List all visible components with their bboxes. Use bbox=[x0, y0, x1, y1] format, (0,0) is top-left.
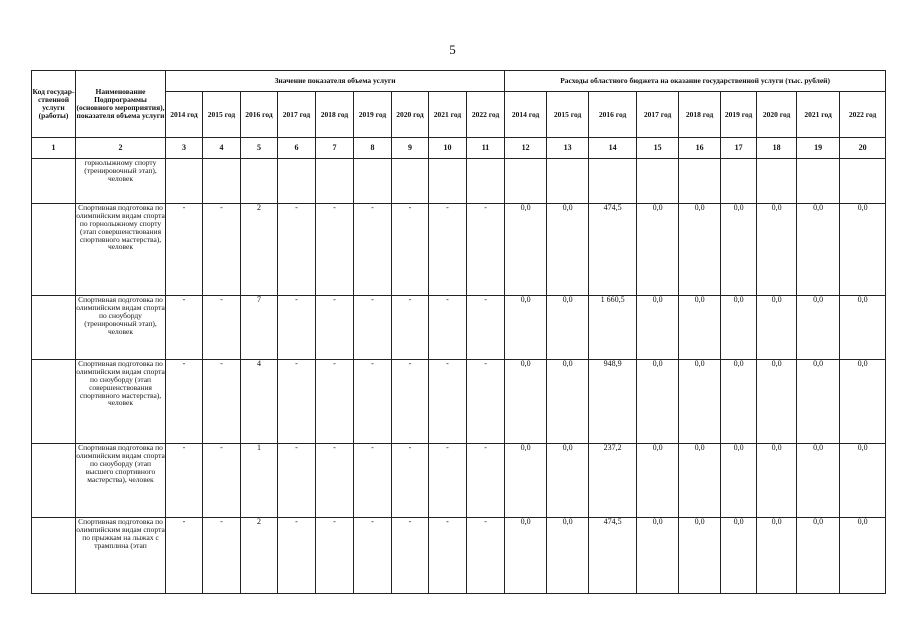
column-number-row bbox=[32, 138, 886, 159]
volume-value-cell: - bbox=[166, 360, 203, 444]
budget-value-cell: 0,0 bbox=[840, 518, 886, 594]
column-number: 5 bbox=[241, 138, 278, 159]
budget-value-cell: 0,0 bbox=[721, 518, 757, 594]
column-number: 8 bbox=[354, 138, 392, 159]
volume-year-header: 2016 год bbox=[241, 92, 278, 138]
budget-value-cell: 0,0 bbox=[505, 518, 547, 594]
budget-value-cell: 0,0 bbox=[757, 204, 797, 296]
budget-value-cell bbox=[547, 159, 589, 204]
volume-value-cell: - bbox=[467, 444, 505, 518]
volume-value-cell: 4 bbox=[241, 360, 278, 444]
volume-year-header: 2020 год bbox=[392, 92, 429, 138]
table-row bbox=[32, 159, 886, 204]
column-number: 9 bbox=[392, 138, 429, 159]
column-number: 2 bbox=[76, 138, 166, 159]
service-code-cell bbox=[32, 296, 76, 360]
budget-value-cell: 0,0 bbox=[637, 296, 679, 360]
volume-year-header: 2022 год bbox=[467, 92, 505, 138]
budget-value-cell: 474,5 bbox=[589, 518, 637, 594]
volume-value-cell: - bbox=[278, 444, 316, 518]
budget-value-cell: 0,0 bbox=[679, 518, 721, 594]
budget-year-header: 2016 год bbox=[589, 92, 637, 138]
budget-value-cell: 0,0 bbox=[797, 360, 840, 444]
budget-value-cell bbox=[721, 159, 757, 204]
volume-value-cell: - bbox=[392, 296, 429, 360]
budget-value-cell: 0,0 bbox=[721, 204, 757, 296]
volume-value-cell: - bbox=[392, 360, 429, 444]
budget-value-cell: 0,0 bbox=[505, 444, 547, 518]
budget-value-cell bbox=[840, 159, 886, 204]
budget-year-header: 2020 год bbox=[757, 92, 797, 138]
volume-year-header: 2021 год bbox=[429, 92, 467, 138]
column-number: 18 bbox=[757, 138, 797, 159]
volume-value-cell: - bbox=[467, 296, 505, 360]
budget-value-cell: 474,5 bbox=[589, 204, 637, 296]
budget-value-cell: 0,0 bbox=[547, 360, 589, 444]
volume-value-cell bbox=[354, 159, 392, 204]
budget-year-header: 2021 год bbox=[797, 92, 840, 138]
volume-value-cell: - bbox=[392, 204, 429, 296]
page-number: 5 bbox=[449, 42, 456, 57]
budget-value-cell: 0,0 bbox=[840, 360, 886, 444]
table-row bbox=[32, 518, 886, 594]
volume-value-cell: - bbox=[278, 296, 316, 360]
volume-value-cell: 7 bbox=[241, 296, 278, 360]
column-number: 20 bbox=[840, 138, 886, 159]
budget-year-header: 2017 год bbox=[637, 92, 679, 138]
indicator-name-cell: Спортивная подготовка по олимпийским видам спорта по прыжкам на лыжах с трамплина (этап bbox=[76, 518, 166, 594]
budget-value-cell: 0,0 bbox=[505, 296, 547, 360]
budget-value-cell bbox=[757, 159, 797, 204]
service-code-cell bbox=[32, 444, 76, 518]
column-number: 11 bbox=[467, 138, 505, 159]
volume-value-cell: - bbox=[316, 204, 354, 296]
volume-value-cell bbox=[203, 159, 241, 204]
column-number: 7 bbox=[316, 138, 354, 159]
service-code-cell bbox=[32, 204, 76, 296]
budget-value-cell bbox=[679, 159, 721, 204]
volume-value-cell: - bbox=[316, 518, 354, 594]
budget-value-cell: 0,0 bbox=[679, 444, 721, 518]
volume-value-cell bbox=[316, 159, 354, 204]
budget-value-cell: 0,0 bbox=[757, 518, 797, 594]
budget-value-cell: 0,0 bbox=[637, 518, 679, 594]
column-number: 4 bbox=[203, 138, 241, 159]
budget-value-cell: 0,0 bbox=[679, 204, 721, 296]
budget-value-cell: 0,0 bbox=[797, 518, 840, 594]
indicator-name-cell: Спортивная подготовка по олимпийским видам спорта по сноуборду (этап высшего спортивного мастерства), человек bbox=[76, 444, 166, 518]
budget-value-cell: 1 660,5 bbox=[589, 296, 637, 360]
budget-value-cell: 0,0 bbox=[547, 204, 589, 296]
volume-value-cell bbox=[429, 159, 467, 204]
volume-value-cell: - bbox=[316, 360, 354, 444]
volume-year-header: 2018 год bbox=[316, 92, 354, 138]
budget-value-cell: 0,0 bbox=[757, 360, 797, 444]
table-row bbox=[32, 204, 886, 296]
volume-value-cell bbox=[241, 159, 278, 204]
budget-value-cell: 0,0 bbox=[797, 296, 840, 360]
volume-value-cell: - bbox=[203, 518, 241, 594]
indicator-name-cell: Спортивная подготовка по олимпийским видам спорта по сноуборду (тренировочный этап), человек bbox=[76, 296, 166, 360]
volume-value-cell: - bbox=[203, 296, 241, 360]
budget-value-cell bbox=[637, 159, 679, 204]
volume-value-cell: - bbox=[203, 360, 241, 444]
indicator-name-cell: Спортивная подготовка по олимпийским видам спорта по сноуборду (этап совершенствования спортивного мастерства), человек bbox=[76, 360, 166, 444]
column-number: 12 bbox=[505, 138, 547, 159]
volume-value-cell bbox=[166, 159, 203, 204]
indicator-name-cell: горнолыжному спорту (тренировочный этап), человек bbox=[76, 159, 166, 204]
volume-value-cell bbox=[392, 159, 429, 204]
volume-value-cell: 1 bbox=[241, 444, 278, 518]
budget-value-cell: 948,9 bbox=[589, 360, 637, 444]
budget-value-cell: 0,0 bbox=[547, 296, 589, 360]
header-name: Наименование Подпрограммы (основного мероприятия), показателя объема услуги bbox=[76, 71, 166, 138]
budget-value-cell: 0,0 bbox=[505, 360, 547, 444]
volume-value-cell: - bbox=[166, 204, 203, 296]
volume-value-cell: - bbox=[429, 296, 467, 360]
volume-year-header: 2015 год bbox=[203, 92, 241, 138]
volume-value-cell: - bbox=[467, 204, 505, 296]
service-code-cell bbox=[32, 360, 76, 444]
budget-year-header: 2022 год bbox=[840, 92, 886, 138]
header-volume-group: Значение показателя объема услуги bbox=[166, 71, 505, 92]
services-budget-table bbox=[31, 70, 886, 594]
volume-value-cell: 2 bbox=[241, 518, 278, 594]
column-number: 14 bbox=[589, 138, 637, 159]
service-code-cell bbox=[32, 518, 76, 594]
budget-year-header: 2014 год bbox=[505, 92, 547, 138]
volume-value-cell: - bbox=[354, 518, 392, 594]
volume-value-cell: - bbox=[392, 444, 429, 518]
volume-value-cell: - bbox=[278, 204, 316, 296]
volume-value-cell: - bbox=[316, 444, 354, 518]
budget-value-cell: 237,2 bbox=[589, 444, 637, 518]
budget-value-cell: 0,0 bbox=[721, 296, 757, 360]
budget-value-cell: 0,0 bbox=[757, 296, 797, 360]
budget-year-header: 2019 год bbox=[721, 92, 757, 138]
volume-value-cell bbox=[467, 159, 505, 204]
volume-value-cell: - bbox=[316, 296, 354, 360]
budget-value-cell: 0,0 bbox=[840, 444, 886, 518]
volume-value-cell: - bbox=[166, 296, 203, 360]
volume-value-cell: - bbox=[354, 204, 392, 296]
budget-value-cell: 0,0 bbox=[840, 204, 886, 296]
volume-value-cell: - bbox=[203, 204, 241, 296]
volume-value-cell: - bbox=[203, 444, 241, 518]
volume-year-header: 2017 год bbox=[278, 92, 316, 138]
volume-year-header: 2014 год bbox=[166, 92, 203, 138]
table-row bbox=[32, 296, 886, 360]
volume-value-cell: - bbox=[429, 204, 467, 296]
budget-value-cell: 0,0 bbox=[797, 444, 840, 518]
volume-value-cell: - bbox=[429, 518, 467, 594]
column-number: 15 bbox=[637, 138, 679, 159]
header-code: Код государ-ственной услуги (работы) bbox=[32, 71, 76, 138]
budget-value-cell: 0,0 bbox=[637, 360, 679, 444]
table-row bbox=[32, 444, 886, 518]
budget-value-cell: 0,0 bbox=[840, 296, 886, 360]
column-number: 17 bbox=[721, 138, 757, 159]
volume-value-cell: - bbox=[354, 360, 392, 444]
volume-value-cell: - bbox=[354, 296, 392, 360]
volume-year-header: 2019 год bbox=[354, 92, 392, 138]
budget-value-cell: 0,0 bbox=[505, 204, 547, 296]
service-code-cell bbox=[32, 159, 76, 204]
volume-value-cell: - bbox=[467, 518, 505, 594]
column-number: 10 bbox=[429, 138, 467, 159]
volume-value-cell: - bbox=[392, 518, 429, 594]
volume-value-cell: - bbox=[166, 518, 203, 594]
volume-value-cell: - bbox=[429, 360, 467, 444]
column-number: 13 bbox=[547, 138, 589, 159]
column-number: 1 bbox=[32, 138, 76, 159]
column-number: 19 bbox=[797, 138, 840, 159]
volume-value-cell: - bbox=[278, 360, 316, 444]
volume-value-cell: - bbox=[278, 518, 316, 594]
volume-value-cell: - bbox=[467, 360, 505, 444]
budget-value-cell: 0,0 bbox=[679, 360, 721, 444]
column-number: 6 bbox=[278, 138, 316, 159]
budget-value-cell bbox=[797, 159, 840, 204]
budget-value-cell: 0,0 bbox=[637, 444, 679, 518]
budget-value-cell: 0,0 bbox=[547, 444, 589, 518]
column-number: 3 bbox=[166, 138, 203, 159]
header-budget-group: Расходы областного бюджета на оказание государственной услуги (тыс. рублей) bbox=[505, 71, 886, 92]
volume-value-cell: - bbox=[429, 444, 467, 518]
budget-value-cell: 0,0 bbox=[721, 444, 757, 518]
budget-value-cell bbox=[505, 159, 547, 204]
budget-year-header: 2018 год bbox=[679, 92, 721, 138]
budget-value-cell: 0,0 bbox=[547, 518, 589, 594]
budget-value-cell bbox=[589, 159, 637, 204]
volume-value-cell: 2 bbox=[241, 204, 278, 296]
budget-year-header: 2015 год bbox=[547, 92, 589, 138]
volume-value-cell: - bbox=[354, 444, 392, 518]
column-number: 16 bbox=[679, 138, 721, 159]
budget-value-cell: 0,0 bbox=[797, 204, 840, 296]
budget-value-cell: 0,0 bbox=[637, 204, 679, 296]
volume-value-cell: - bbox=[166, 444, 203, 518]
volume-value-cell bbox=[278, 159, 316, 204]
budget-value-cell: 0,0 bbox=[757, 444, 797, 518]
budget-value-cell: 0,0 bbox=[721, 360, 757, 444]
table-row bbox=[32, 360, 886, 444]
indicator-name-cell: Спортивная подготовка по олимпийским видам спорта по горнолыжному спорту (этап совершенствования спортивного мастерства), человек bbox=[76, 204, 166, 296]
budget-value-cell: 0,0 bbox=[679, 296, 721, 360]
